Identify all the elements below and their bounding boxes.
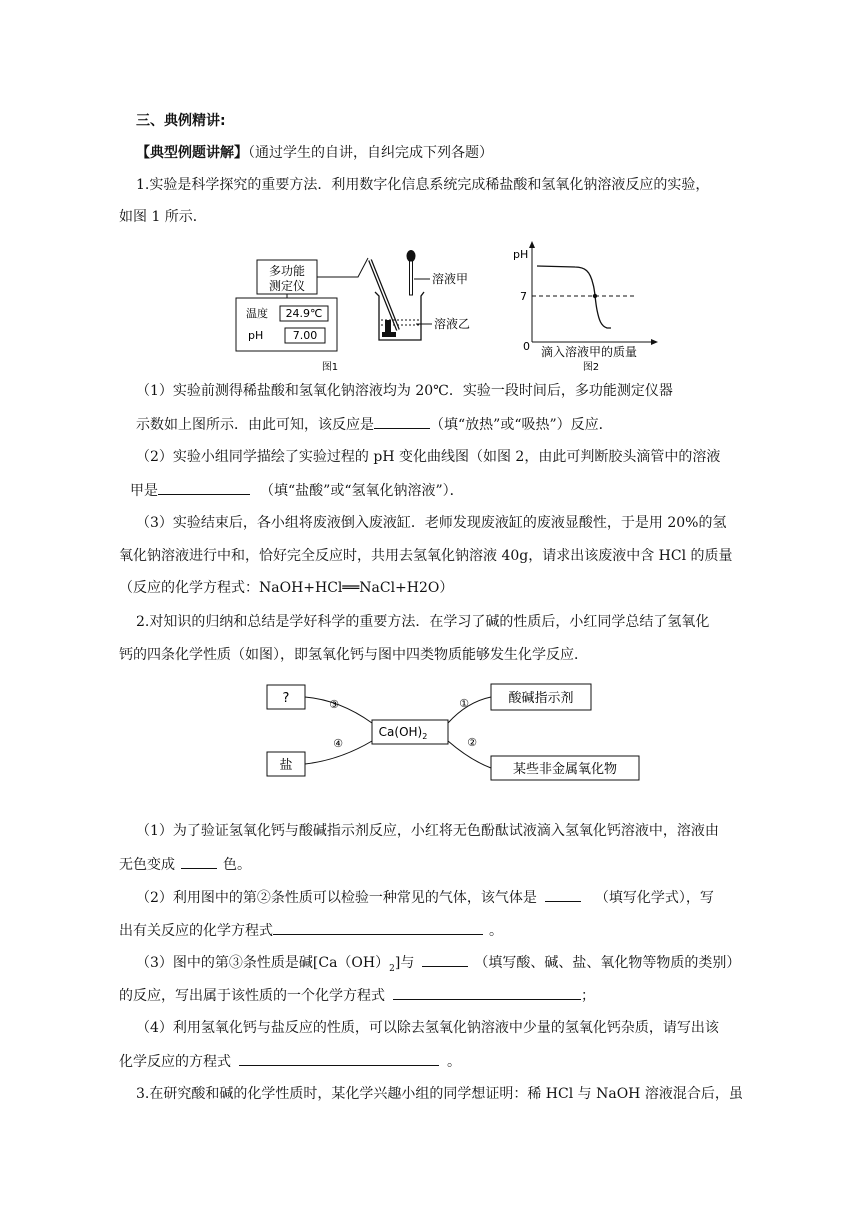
figure-1 <box>230 248 500 373</box>
neutral-point <box>593 294 597 298</box>
q2-p3-text: （3）图中的第③条性质是碱[Ca（OH） <box>136 955 390 971</box>
intro-line <box>136 143 493 163</box>
y-tick-7: 7 <box>520 290 527 303</box>
q3-stem-line1: 3.在研究酸和碱的化学性质时，某化学兴趣小组的同学想证明：稀 HCl 与 NaOH 溶液混合后，虽 <box>136 1086 743 1102</box>
q2-p1-text2: 色。 <box>223 857 251 873</box>
q2-p3-line2 <box>119 985 595 1006</box>
stir-base <box>382 332 396 337</box>
x-axis-label: 滴入溶液甲的质量 <box>541 345 638 359</box>
q1-p2-line2 <box>130 480 464 501</box>
fig2-caption: 图2 <box>582 362 600 373</box>
intro-rest: （通过学生的自讲，自纠完成下列各题） <box>248 145 493 161</box>
q1-p1-line2 <box>136 414 613 435</box>
dropper-tube <box>410 261 413 295</box>
q2-p1-line1: （1）为了验证氢氧化钙与酸碱指示剂反应，小红将无色酚酞试液滴入氢氧化钙溶液中，溶液由 <box>136 823 719 839</box>
q1-p2-text2: （填“盐酸”或“氢氧化钠溶液”）． <box>260 483 464 499</box>
q2-p2-blank-equation[interactable] <box>273 920 483 935</box>
caoh2-properties-diagram <box>262 680 644 784</box>
dropper-bulb <box>407 250 416 262</box>
q1-p3-line3: （反应的化学方程式：NaOH+HCl══NaCl+H2O） <box>119 580 454 596</box>
temp-label: 温度 <box>246 307 268 320</box>
q2-p2-text4: 。 <box>489 923 503 939</box>
q1-p1-blank[interactable] <box>374 414 430 429</box>
q1-p2-blank[interactable] <box>158 480 250 495</box>
q1-p1-text: 示数如上图所示．由此可知，该反应是 <box>136 417 374 433</box>
box-indicator-label: 酸碱指示剂 <box>508 691 574 706</box>
q2-p1-line2 <box>119 854 251 875</box>
q2-p3-sub: 2 <box>389 963 395 974</box>
q2-p2-blank-gas[interactable] <box>545 887 581 902</box>
q1-p3-line2: 氧化钠溶液进行中和，恰好完全反应时，共用去氢氧化钠溶液 40g，请求出该废液中含 HCl 的质量 <box>119 548 733 564</box>
temp-value: 24.9℃ <box>285 307 323 320</box>
q2-p3-text5: ； <box>581 988 595 1004</box>
ph-curve <box>537 266 611 328</box>
probe-cable <box>317 258 368 277</box>
q1-p2-line1: （2）实验小组同学描绘了实验过程的 pH 变化曲线图（如图 2，由此可判断胶头滴管中的溶液 <box>136 449 721 465</box>
q2-p4-blank-equation[interactable] <box>239 1051 439 1066</box>
q2-p2-line2 <box>119 920 503 941</box>
q2-p2-text2: （填写化学式），写 <box>594 890 714 906</box>
q1-stem-line1: 1.实验是科学探究的重要方法．利用数字化信息系统完成稀盐酸和氢氧化钠溶液反应的实验， <box>136 177 710 193</box>
q2-p3-blank-category[interactable] <box>422 952 468 967</box>
box-salt-label: 盐 <box>279 758 293 773</box>
q2-p2-text: （2）利用图中的第②条性质可以检验一种常见的气体，该气体是 <box>136 890 537 906</box>
q2-p1-blank[interactable] <box>181 854 217 869</box>
q1-p3-line1: （3）实验结束后，各小组将废液倒入废液缸．老师发现废液缸的废液显酸性，于是用 20%的氢 <box>136 515 727 531</box>
q1-stem-line2: 如图 1 所示． <box>119 209 207 225</box>
q1-p1-text2: （填“放热”或“吸热”）反应． <box>430 417 613 433</box>
fig1-caption: 图1 <box>321 362 339 373</box>
q2-p1-text: 无色变成 <box>119 857 175 873</box>
q2-p3-text2: ]与 <box>394 955 415 971</box>
q2-p3-text4: 的反应，写出属于该性质的一个化学方程式 <box>119 988 385 1004</box>
box-nonmetal-oxide-label: 某些非金属氧化物 <box>512 762 618 777</box>
figure-2 <box>505 240 675 375</box>
device-line1: 多功能 <box>268 264 306 278</box>
ph-value: 7.00 <box>292 329 318 342</box>
section-title: 三、典例精讲: <box>136 113 226 129</box>
y-axis-label: pH <box>513 248 529 261</box>
label-n4: ④ <box>333 737 343 750</box>
label-n3: ③ <box>329 698 339 711</box>
q1-p2-text: 甲是 <box>130 483 158 499</box>
q2-stem-line2: 钙的四条化学性质（如图），即氢氧化钙与图中四类物质能够发生化学反应． <box>119 647 588 663</box>
q2-p3-line1 <box>136 952 740 979</box>
origin-label: 0 <box>523 340 530 353</box>
q2-p4-text: 化学反应的方程式 <box>119 1054 231 1070</box>
q2-p3-blank-equation[interactable] <box>393 985 581 1000</box>
q2-p4-text2: 。 <box>447 1054 461 1070</box>
q1-p1-line1: （1）实验前测得稀盐酸和氢氧化钠溶液均为 20℃．实验一段时间后，多功能测定仪器 <box>136 383 673 399</box>
x-axis-arrow <box>651 339 658 345</box>
q2-p3-text3: （填写酸、碱、盐、氧化物等物质的类别） <box>474 955 741 971</box>
q2-p2-line1 <box>136 887 714 908</box>
device-line2: 测定仪 <box>268 279 306 293</box>
y-axis-arrow <box>529 241 535 248</box>
connector-1 <box>448 697 491 723</box>
label-a: 溶液甲 <box>432 272 469 286</box>
label-n1: ① <box>459 697 469 710</box>
q2-p4-line2 <box>119 1051 461 1072</box>
intro-bold: 【典型例题讲解】 <box>136 145 248 161</box>
label-b: 溶液乙 <box>434 317 471 331</box>
q2-stem-line1: 2.对知识的归纳和总结是学好科学的重要方法．在学习了碱的性质后，小红同学总结了氢氧化 <box>136 614 710 630</box>
q2-p4-line1: （4）利用氢氧化钙与盐反应的性质，可以除去氢氧化钠溶液中少量的氢氧化钙杂质，请写出该 <box>136 1020 719 1036</box>
box-unknown-label: ? <box>282 691 290 706</box>
q2-p2-text3: 出有关反应的化学方程式 <box>119 923 273 939</box>
ph-label: pH <box>248 329 264 342</box>
stir-bar <box>385 320 391 333</box>
label-n2: ② <box>467 736 477 749</box>
box-center-label: $Ca(OH)_2$ <box>378 725 428 741</box>
